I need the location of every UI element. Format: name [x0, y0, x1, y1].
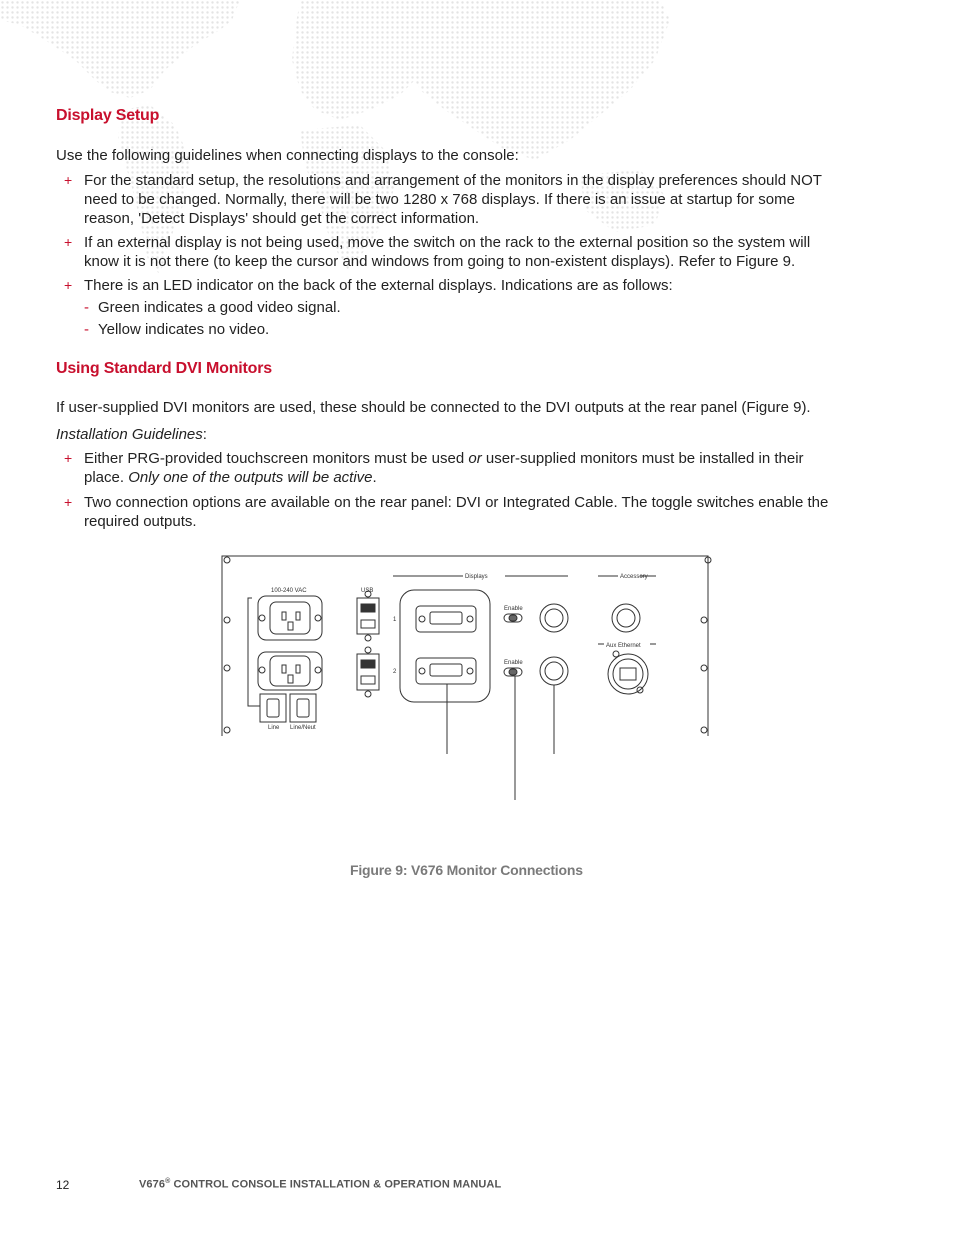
label-port-2: 2 — [393, 669, 397, 675]
paragraph-text-end: ). — [801, 399, 811, 416]
sub-bullet-item — [84, 320, 269, 339]
bullet-line: Either PRG-provided touchscreen monitors must be used — [84, 450, 469, 467]
bullet-text — [84, 171, 866, 228]
figure-9-link[interactable]: Figure 9 — [746, 399, 802, 416]
rear-panel-diagram — [218, 548, 718, 808]
bullet-line: place. — [84, 469, 129, 486]
sub-bullet-text: Yellow indicates no video. — [98, 321, 270, 338]
label-aux-ethernet: Aux Ethernet — [606, 643, 641, 649]
label-displays: Displays — [465, 574, 488, 580]
sub-bullet-text: Green indicates a good video signal. — [98, 299, 341, 316]
guidelines-label-text: Installation Guidelines — [56, 426, 203, 443]
bullet-emphasis: Only one of the outputs will be active — [128, 469, 373, 486]
callout-lines — [447, 676, 554, 800]
bullet-line: If an external display is not being used, move the switch on the rack to the external position so the system will — [84, 234, 811, 251]
bullet-text: There is an LED indicator on the back of the external displays. Indications are as follows: — [84, 277, 673, 294]
label-line: Line — [268, 725, 280, 731]
footer-title — [139, 1178, 501, 1191]
enable-toggles — [504, 614, 522, 676]
bullet-line: required outputs. — [84, 513, 197, 530]
footer-product: V676 — [139, 1178, 166, 1191]
bullet-line: For the standard setup, the resolutions and arrangement of the monitors in the display preferences should NOT — [84, 172, 822, 189]
label-enable-1: Enable — [504, 606, 523, 612]
bullet-item — [56, 233, 866, 271]
bullet-item — [56, 276, 866, 295]
dash-bullet-icon: - — [84, 299, 89, 316]
plus-bullet-icon: + — [64, 450, 73, 466]
footer-manual-name: CONTROL CONSOLE INSTALLATION & OPERATION MANUAL — [170, 1178, 502, 1191]
section-heading-display-setup: Display Setup — [56, 107, 160, 124]
bullet-line-end: . — [791, 253, 796, 270]
figure-9-link[interactable]: Figure 9 — [736, 253, 792, 270]
label-accessory: Accessory — [620, 574, 648, 580]
plus-bullet-icon: + — [64, 494, 73, 510]
label-power: 100-240 VAC — [271, 588, 307, 594]
power-inlet-lower — [258, 652, 322, 690]
bullet-line: reason, 'Detect Displays' should get the correct information. — [84, 210, 480, 227]
bullet-line: need to be changed. Normally, there will be two 1280 x 768 displays. If there is an issue at startup for some — [84, 191, 795, 208]
bullet-text — [84, 449, 866, 487]
bullet-item — [56, 493, 866, 531]
guidelines-colon: : — [202, 426, 207, 443]
bullet-line: Two connection options are available on the rear panel: DVI or Integrated Cable. The toggle switches enable the — [84, 494, 829, 511]
installation-guidelines-label — [56, 425, 207, 444]
sub-bullet-item — [84, 298, 341, 317]
intro-paragraph: Use the following guidelines when connecting displays to the console: — [56, 147, 519, 164]
bullet-item — [56, 171, 866, 228]
dvi-intro-paragraph — [56, 398, 811, 417]
plus-bullet-icon: + — [64, 234, 73, 250]
bullet-line: user-supplied monitors must be installed in their — [481, 450, 804, 467]
bullet-line-end: . — [372, 469, 377, 486]
label-line-neut: Line/Neut — [290, 725, 316, 731]
page-number: 12 — [56, 1178, 70, 1192]
label-port-1: 1 — [393, 617, 397, 623]
figure-caption: Figure 9: V676 Monitor Connections — [350, 862, 583, 878]
registered-mark: ® — [165, 1178, 171, 1185]
dash-bullet-icon: - — [84, 321, 89, 338]
bullet-emphasis: or — [468, 450, 482, 467]
plus-bullet-icon: + — [64, 277, 73, 293]
accessory-connector — [598, 576, 656, 632]
bullet-text — [84, 493, 866, 531]
power-inlet-upper — [258, 596, 322, 640]
plus-bullet-icon: + — [64, 172, 73, 188]
bullet-text — [84, 233, 866, 271]
section-heading-dvi-monitors: Using Standard DVI Monitors — [56, 360, 272, 377]
label-enable-2: Enable — [504, 660, 523, 666]
label-usb: USB — [361, 588, 374, 594]
paragraph-text: If user-supplied DVI monitors are used, these should be connected to the DVI outputs at the rear panel ( — [56, 399, 747, 416]
usb-ports — [357, 591, 379, 697]
bullet-item — [56, 449, 866, 487]
integrated-cable-connectors — [540, 604, 568, 685]
dvi-ports — [400, 590, 490, 702]
bullet-line: know it is not there (to keep the cursor and windows from going to non-existent displays). Refer to — [84, 253, 736, 270]
aux-ethernet-port — [598, 644, 656, 694]
